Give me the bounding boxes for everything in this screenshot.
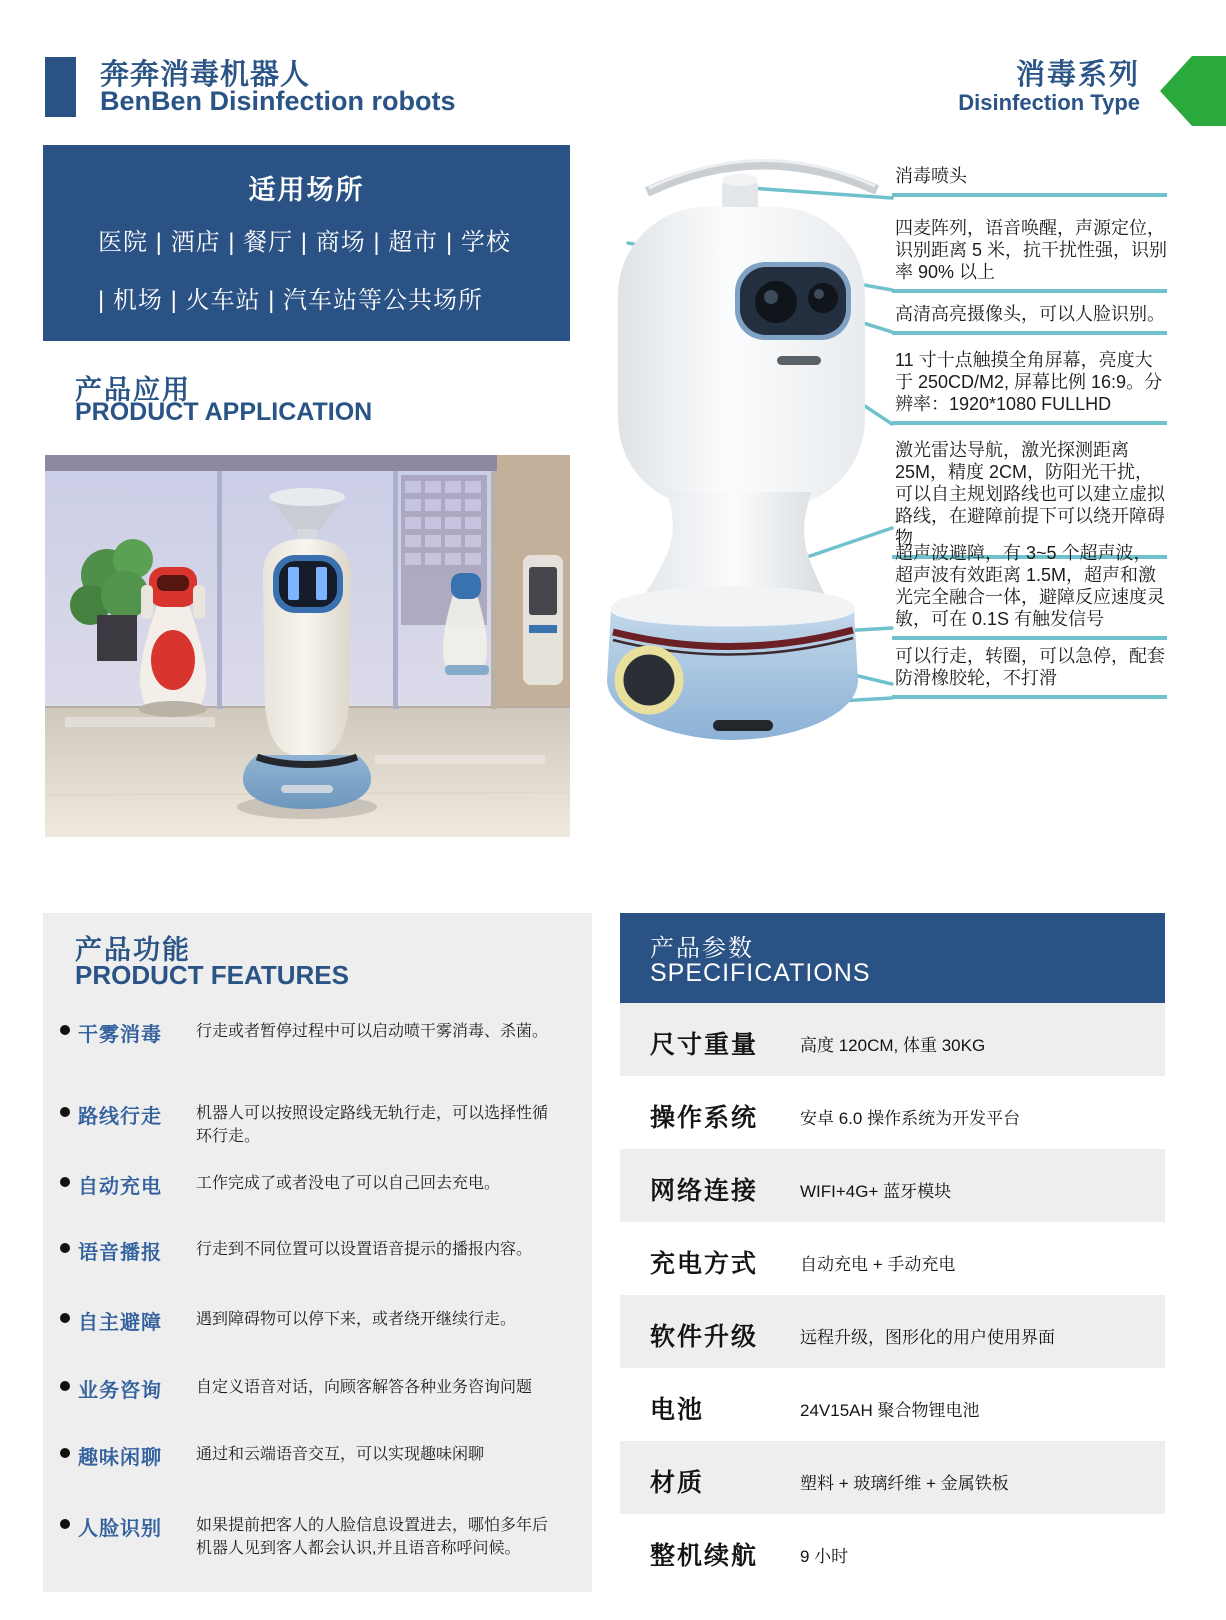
spec-value: 自动充电 + 手动充电 (800, 1255, 956, 1274)
applicable-places-title: 适用场所 (248, 175, 365, 205)
feature-term: 路线行走 (78, 1106, 162, 1128)
callout-mic-array: 四麦阵列，语音唤醒，声源定位，识别距离 5 米，抗干扰性强，识别率 90% 以上 (892, 218, 1167, 293)
robot-head (618, 207, 865, 507)
feature-item (60, 1018, 572, 1047)
bullet-icon (60, 1177, 70, 1187)
bullet-icon (60, 1025, 70, 1035)
spec-row (620, 1149, 1165, 1222)
spec-value: 远程升级，图形化的用户使用界面 (800, 1328, 1055, 1347)
specs-header (620, 913, 1165, 1003)
spec-row (620, 1222, 1165, 1295)
feature-term: 人脸识别 (78, 1518, 162, 1540)
bullet-icon (60, 1381, 70, 1391)
specifications-panel (620, 913, 1165, 1587)
spec-label: 软件升级 (650, 1323, 759, 1351)
spec-row (620, 1076, 1165, 1149)
left-arrow-icon (1154, 48, 1226, 128)
spec-label: 充电方式 (650, 1250, 759, 1278)
callout-camera: 高清高亮摄像头，可以人脸识别。 (892, 304, 1167, 335)
title-accent-block (45, 57, 76, 117)
spec-label: 整机续航 (650, 1542, 759, 1570)
feature-term: 趣味闲聊 (78, 1447, 162, 1469)
feature-term: 业务咨询 (78, 1380, 162, 1402)
page-title-en: BenBen Disinfection robots (100, 86, 456, 116)
page-title-zh: 奔奔消毒机器人 (100, 59, 311, 91)
callout-screen: 11 寸十点触摸全角屏幕，亮度大于 250CD/M2, 屏幕比例 16:9。分辨率：1920*1080 FULLHD (892, 350, 1167, 425)
feature-item (60, 1100, 572, 1148)
feature-desc: 通过和云端语音交互，可以实现趣味闲聊 (196, 1446, 485, 1463)
series-title-zh: 消毒系列 (1015, 59, 1140, 91)
features-title-zh: 产品功能 (75, 935, 191, 965)
feature-item (60, 1374, 572, 1403)
spec-label: 操作系统 (650, 1104, 759, 1132)
spec-value: 安卓 6.0 操作系统为开发平台 (800, 1109, 1021, 1128)
spec-label: 材质 (650, 1469, 705, 1497)
product-application-photo (45, 455, 570, 837)
spec-row (620, 1003, 1165, 1076)
bullet-icon (60, 1107, 70, 1117)
specs-title-zh: 产品参数 (650, 935, 754, 962)
feature-item (60, 1306, 572, 1335)
feature-desc: 自定义语音对话，向顾客解答各种业务咨询问题 (196, 1379, 533, 1396)
spec-row (620, 1441, 1165, 1514)
spec-value: 塑料 + 玻璃纤维 + 金属铁板 (800, 1474, 1009, 1493)
spec-label: 电池 (650, 1396, 705, 1424)
robot-mouth (777, 356, 821, 365)
feature-item (60, 1512, 572, 1560)
features-title-en: PRODUCT FEATURES (75, 960, 349, 990)
feature-term: 干雾消毒 (78, 1024, 162, 1046)
feature-desc: 行走或者暂停过程中可以启动喷干雾消毒、杀菌。 (196, 1023, 549, 1040)
feature-item (60, 1441, 572, 1470)
feature-item (60, 1236, 572, 1265)
product-application-title-en: PRODUCT APPLICATION (75, 398, 373, 426)
spec-value: 高度 120CM, 体重 30KG (800, 1036, 986, 1055)
spec-row (620, 1295, 1165, 1368)
feature-desc: 行走到不同位置可以设置语音提示的播报内容。 (196, 1241, 533, 1258)
spec-value: WIFI+4G+ 蓝牙模块 (800, 1182, 952, 1201)
feature-desc: 如果提前把客人的人脸信息设置进去，哪怕多年后机器人见到客人都会认识,并且语音称呼问候。 (196, 1517, 549, 1558)
bullet-icon (60, 1519, 70, 1529)
red-robot (139, 567, 207, 717)
callout-wheels: 可以行走，转圈，可以急停，配套防滑橡胶轮，不打滑 (892, 646, 1167, 699)
series-title-en: Disinfection Type (958, 90, 1140, 115)
spec-label: 网络连接 (650, 1177, 759, 1205)
spec-row (620, 1514, 1165, 1587)
bullet-icon (60, 1448, 70, 1458)
bullet-icon (60, 1313, 70, 1323)
spec-value: 9 小时 (800, 1547, 849, 1566)
callout-spray-head: 消毒喷头 (892, 166, 1167, 197)
feature-item (60, 1170, 572, 1199)
product-application-title-zh: 产品应用 (75, 375, 191, 405)
specs-title-en: SPECIFICATIONS (650, 959, 871, 987)
spec-label: 尺寸重量 (650, 1031, 759, 1059)
applicable-places-line1: 医院 | 酒店 | 餐厅 | 商场 | 超市 | 学校 (98, 229, 511, 256)
feature-desc: 机器人可以按照设定路线无轨行走，可以选择性循环行走。 (196, 1105, 549, 1146)
spec-row (620, 1368, 1165, 1441)
feature-term: 自动充电 (78, 1176, 162, 1198)
callout-ultrasonic: 超声波避障，有 3~5 个超声波，超声波有效距离 1.5M，超声和激光完全融合一体，避障反应速度灵敏，可在 0.1S 有触发信号 (892, 543, 1167, 640)
spec-value: 24V15AH 聚合物锂电池 (800, 1401, 980, 1420)
applicable-places-line2: | 机场 | 火车站 | 汽车站等公共场所 (98, 287, 484, 314)
callout-lidar: 激光雷达导航，激光探测距离 25M，精度 2CM，防阳光干扰，可以自主规划路线也可以建立虚拟路线，在避障前提下可以绕开障碍物 (892, 440, 1167, 559)
feature-desc: 遇到障碍物可以停下来，或者绕开继续行走。 (196, 1311, 517, 1328)
feature-term: 自主避障 (78, 1312, 162, 1334)
feature-term: 语音播报 (78, 1242, 162, 1264)
feature-desc: 工作完成了或者没电了可以自己回去充电。 (196, 1175, 501, 1192)
bullet-icon (60, 1243, 70, 1253)
